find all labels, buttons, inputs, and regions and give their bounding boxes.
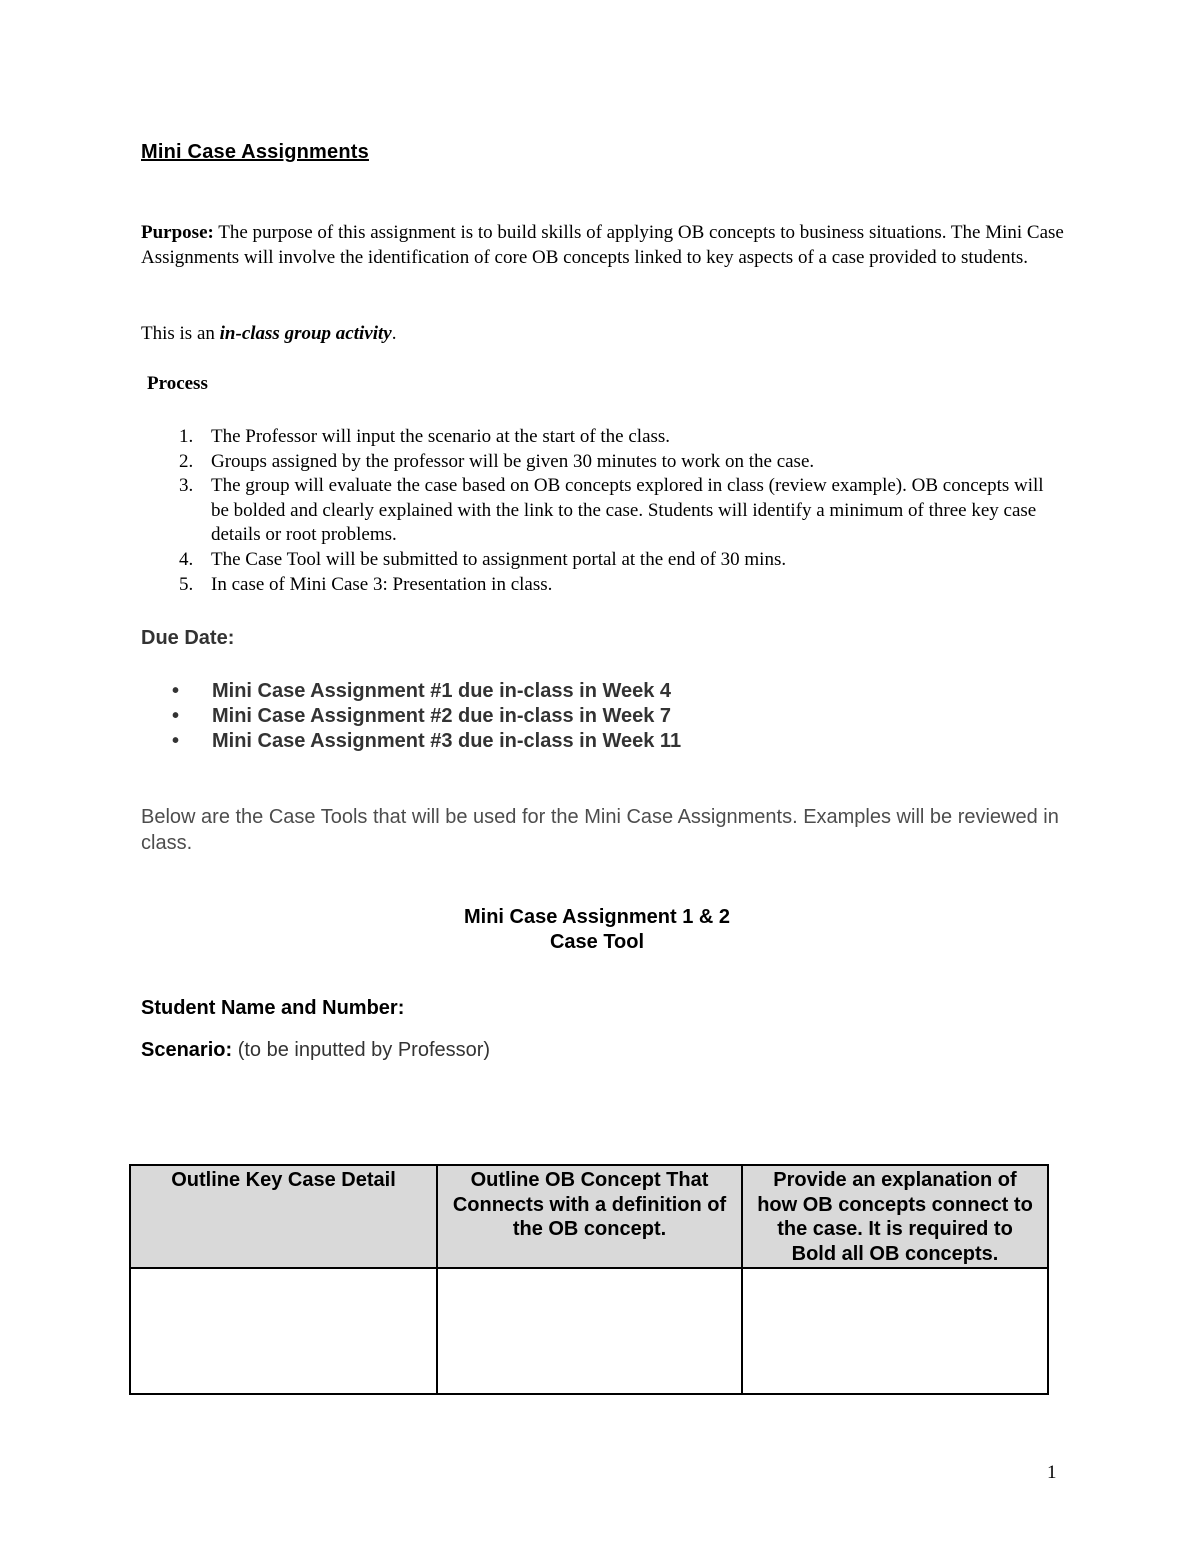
case-tool-table	[129, 1164, 1049, 1395]
process-heading: Process	[147, 373, 208, 394]
due-date-item	[0, 729, 681, 754]
purpose-paragraph	[141, 220, 1071, 270]
table-row	[130, 1268, 1048, 1394]
process-item	[0, 425, 1100, 450]
process-item-text: Groups assigned by the professor will be given 30 minutes to work on the case.	[211, 450, 815, 472]
process-item-text: The Case Tool will be submitted to assignment portal at the end of 30 mins.	[211, 548, 787, 570]
process-item	[0, 474, 1100, 548]
inclass-suffix: .	[391, 323, 397, 344]
inclass-emphasis: in-class group activity	[219, 323, 392, 344]
due-date-text: Mini Case Assignment #2 due in-class in Week 7	[212, 705, 672, 727]
bullet-icon: •	[172, 730, 180, 752]
inclass-statement	[141, 321, 396, 346]
process-item-text: The group will evaluate the case based on OB concepts explored in class (review example). OB concepts will be bolded and clearly explained with the link to the case. Students will identify a minimum of three key case details or root problems.	[211, 475, 1044, 546]
case-tool-title-line2: Case Tool	[549, 931, 645, 953]
purpose-label: Purpose:	[141, 222, 214, 243]
due-date-text: Mini Case Assignment #1 due in-class in Week 4	[212, 680, 672, 702]
case-tool-title-line1: Mini Case Assignment 1 & 2	[464, 906, 730, 928]
scenario-label: Scenario:	[141, 1039, 233, 1061]
process-item-number: 1.	[179, 426, 194, 447]
process-item	[0, 548, 1100, 573]
table-header-case-detail: Outline Key Case Detail	[130, 1165, 437, 1268]
process-item-text: In case of Mini Case 3: Presentation in class.	[211, 573, 553, 595]
case-tool-title	[0, 905, 1194, 955]
bullet-icon: •	[172, 705, 180, 727]
page-number: 1	[1047, 1462, 1057, 1483]
table-cell-explanation[interactable]	[742, 1268, 1048, 1394]
purpose-text: The purpose of this assignment is to build skills of applying OB concepts to business situations. The Mini Case Assignments will involve the identification of core OB concepts linked to key aspects of a case provided to students.	[141, 222, 1064, 268]
due-date-item	[0, 679, 681, 704]
case-tools-intro: Below are the Case Tools that will be used for the Mini Case Assignments. Examples will be reviewed in class.	[141, 806, 1059, 854]
table-cell-ob-concept[interactable]	[437, 1268, 742, 1394]
scenario-line	[141, 1039, 490, 1062]
table-cell-case-detail[interactable]	[130, 1268, 437, 1394]
bullet-icon: •	[172, 680, 180, 702]
process-item-number: 4.	[179, 548, 194, 570]
due-date-list	[0, 679, 681, 754]
table-header-explanation: Provide an explanation of how OB concepts connect to the case. It is required to Bold all OB concepts.	[742, 1165, 1048, 1268]
process-item-number: 2.	[179, 450, 194, 472]
due-date-heading: Due Date:	[141, 627, 235, 649]
document-title: Mini Case Assignments	[141, 141, 369, 163]
due-date-text: Mini Case Assignment #3 due in-class in Week 11	[212, 730, 682, 752]
scenario-value: (to be inputted by Professor)	[232, 1039, 491, 1061]
table-header-ob-concept: Outline OB Concept That Connects with a definition of the OB concept.	[437, 1165, 742, 1268]
inclass-prefix: This is an	[141, 323, 220, 344]
table-header-row	[130, 1165, 1048, 1268]
process-list	[0, 425, 1100, 597]
process-item-text: The Professor will input the scenario at the start of the class.	[211, 426, 671, 447]
process-item	[0, 573, 1100, 598]
process-item-number: 3.	[179, 475, 194, 497]
student-name-label: Student Name and Number:	[141, 997, 405, 1019]
process-item-number: 5.	[179, 573, 194, 595]
due-date-item	[0, 704, 681, 729]
process-item	[0, 450, 1100, 475]
